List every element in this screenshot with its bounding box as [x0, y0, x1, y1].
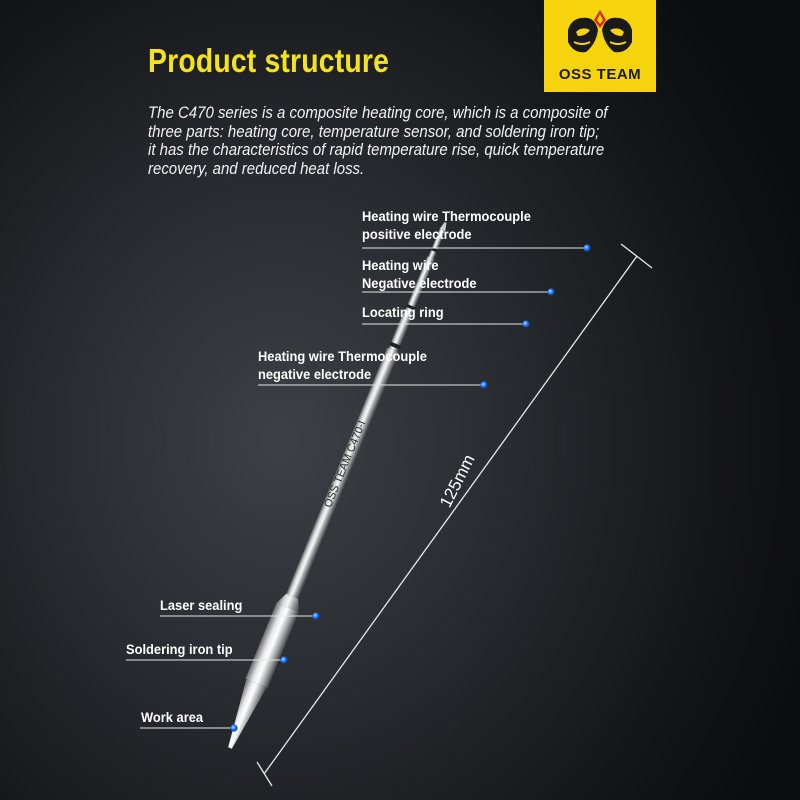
shaft-engraving: OSS TEAM C470-I	[322, 419, 369, 510]
tip-cone	[220, 679, 267, 752]
label-line: positive electrode	[362, 226, 472, 242]
marker-dot	[583, 244, 590, 251]
label-hw-negative	[362, 256, 477, 292]
label-hw-tc-positive	[362, 207, 531, 243]
marker-dot	[280, 656, 287, 663]
marker-dot	[522, 320, 529, 327]
label-hw-tc-negative	[258, 347, 427, 383]
label-locating-ring: Locating ring	[362, 304, 444, 320]
label-line: Heating wire Thermocouple	[258, 348, 427, 364]
product-description: The C470 series is a composite heating core, which is a composite of three parts: heating core, temperature sensor, and soldering iron tip; it has the characteristics of rapid temperature rise, quick temperature recovery, and reduced heat loss.	[148, 104, 608, 178]
marker-dot	[312, 612, 319, 619]
label-line: Heating wire Thermocouple	[362, 208, 531, 224]
marker-dot	[480, 381, 487, 388]
label-line: Negative electrode	[362, 275, 477, 291]
brand-logo-text: OSS TEAM	[558, 66, 642, 83]
marker-dot	[230, 724, 237, 731]
page-title: Product structure	[148, 42, 390, 79]
label-laser-sealing: Laser sealing	[160, 597, 243, 613]
label-line: negative electrode	[258, 366, 372, 382]
label-soldering-iron-tip: Soldering iron tip	[126, 641, 233, 657]
marker-dot	[547, 288, 554, 295]
dimension-label: 125mm	[436, 451, 479, 511]
label-line: Heating wire	[362, 257, 439, 273]
label-work-area: Work area	[141, 709, 204, 725]
